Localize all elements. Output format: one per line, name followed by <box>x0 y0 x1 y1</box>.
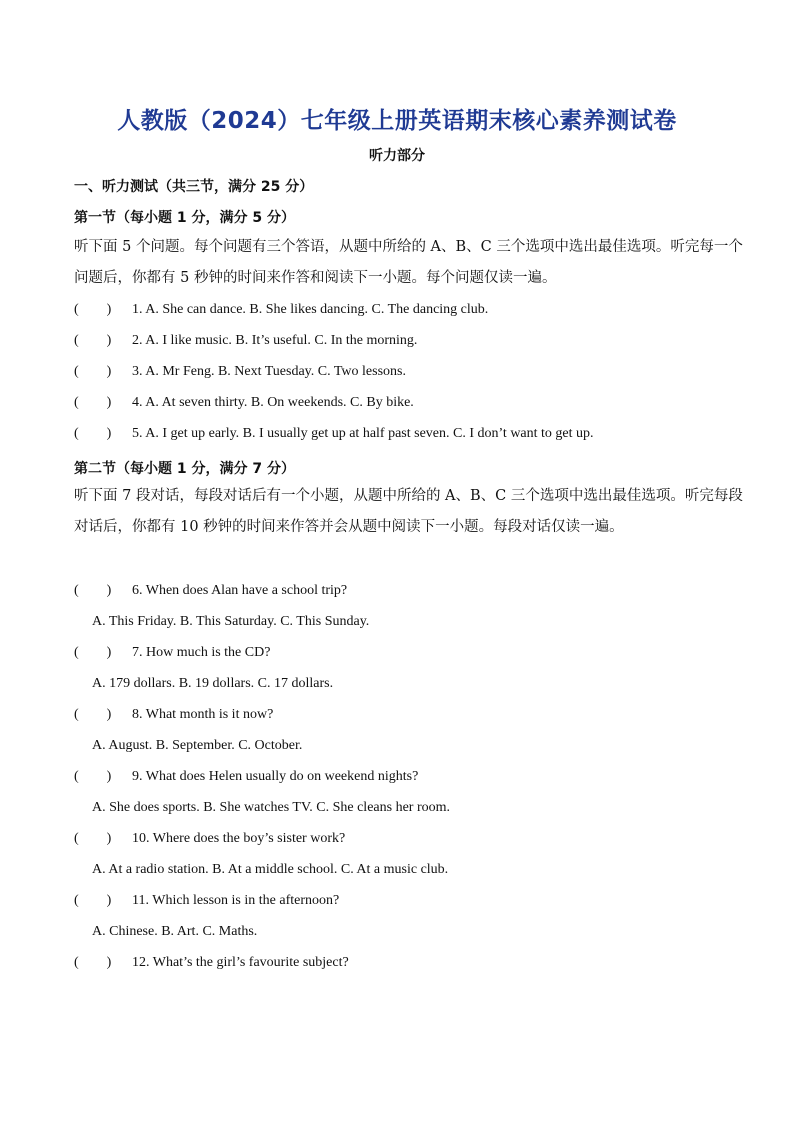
answer-blank[interactable]: ( ) <box>74 395 112 410</box>
answer-blank[interactable]: ( ) <box>74 707 112 722</box>
answer-blank[interactable]: ( ) <box>74 583 112 598</box>
answer-blank[interactable]: ( ) <box>74 893 112 908</box>
question-item: ( ) 4. A. At seven thirty. B. On weekends. C. By bike. <box>74 387 754 418</box>
question-options: A. She does sports. B. She watches TV. C. She cleans her room. <box>92 800 450 815</box>
page-subtitle: 听力部分 <box>369 148 425 164</box>
question-item: ( ) 2. A. I like music. B. It’s useful. C. In the morning. <box>74 325 754 356</box>
answer-blank[interactable]: ( ) <box>74 645 112 660</box>
answer-blank[interactable]: ( ) <box>74 769 112 784</box>
question-item: ( ) 7. How much is the CD? <box>74 637 754 668</box>
question-options: A. This Friday. B. This Saturday. C. This Sunday. <box>92 614 370 629</box>
question-item: ( ) 3. A. Mr Feng. B. Next Tuesday. C. Two lessons. <box>74 356 754 387</box>
question-item: ( ) 11. Which lesson is in the afternoon? <box>74 885 754 916</box>
answer-blank[interactable]: ( ) <box>74 333 112 348</box>
part2-heading: 第二节（每小题 1 分，满分 7 分） <box>74 461 295 477</box>
question-options: A. At a radio station. B. At a middle school. C. At a music club. <box>92 862 449 877</box>
answer-blank[interactable]: ( ) <box>74 302 112 317</box>
question-options: A. Chinese. B. Art. C. Maths. <box>92 924 258 939</box>
question-item: ( ) 6. When does Alan have a school trip? <box>74 575 754 606</box>
answer-blank[interactable]: ( ) <box>74 955 112 970</box>
part1-heading: 第一节（每小题 1 分，满分 5 分） <box>74 210 295 226</box>
question-item: ( ) 12. What’s the girl’s favourite subject? <box>74 947 754 978</box>
question-item: ( ) 8. What month is it now? <box>74 699 754 730</box>
section-heading: 一、听力测试（共三节，满分 25 分） <box>74 179 314 195</box>
question-options: A. 179 dollars. B. 19 dollars. C. 17 dollars. <box>92 676 334 691</box>
question-item: ( ) 10. Where does the boy’s sister work? <box>74 823 754 854</box>
question-item: ( ) 1. A. She can dance. B. She likes dancing. C. The dancing club. <box>74 294 754 325</box>
answer-blank[interactable]: ( ) <box>74 364 112 379</box>
answer-blank[interactable]: ( ) <box>74 831 112 846</box>
part1-instruction: 听下面 5 个问题。每个问题有三个答语，从题中所给的 A、B、C 三个选项中选出最佳选项。听完每一个问题后，你都有 5 秒钟的时间来作答和阅读下一小题。每个问题仅读一遍。 <box>74 239 743 286</box>
part2-instruction: 听下面 7 段对话，每段对话后有一个小题，从题中所给的 A、B、C 三个选项中选出最佳选项。听完每段对话后，你都有 10 秒钟的时间来作答并会从题中阅读下一小题。每段对话仅读一遍。 <box>74 488 743 535</box>
part2-questions <box>74 575 754 978</box>
question-options: A. August. B. September. C. October. <box>92 738 303 753</box>
question-item: ( ) 9. What does Helen usually do on weekend nights? <box>74 761 754 792</box>
page-title: 人教版（2024）七年级上册英语期末核心素养测试卷 <box>117 108 677 134</box>
answer-blank[interactable]: ( ) <box>74 426 112 441</box>
question-item: ( ) 5. A. I get up early. B. I usually get up at half past seven. C. I don’t want to get up. <box>74 418 754 449</box>
part1-questions <box>74 294 754 449</box>
